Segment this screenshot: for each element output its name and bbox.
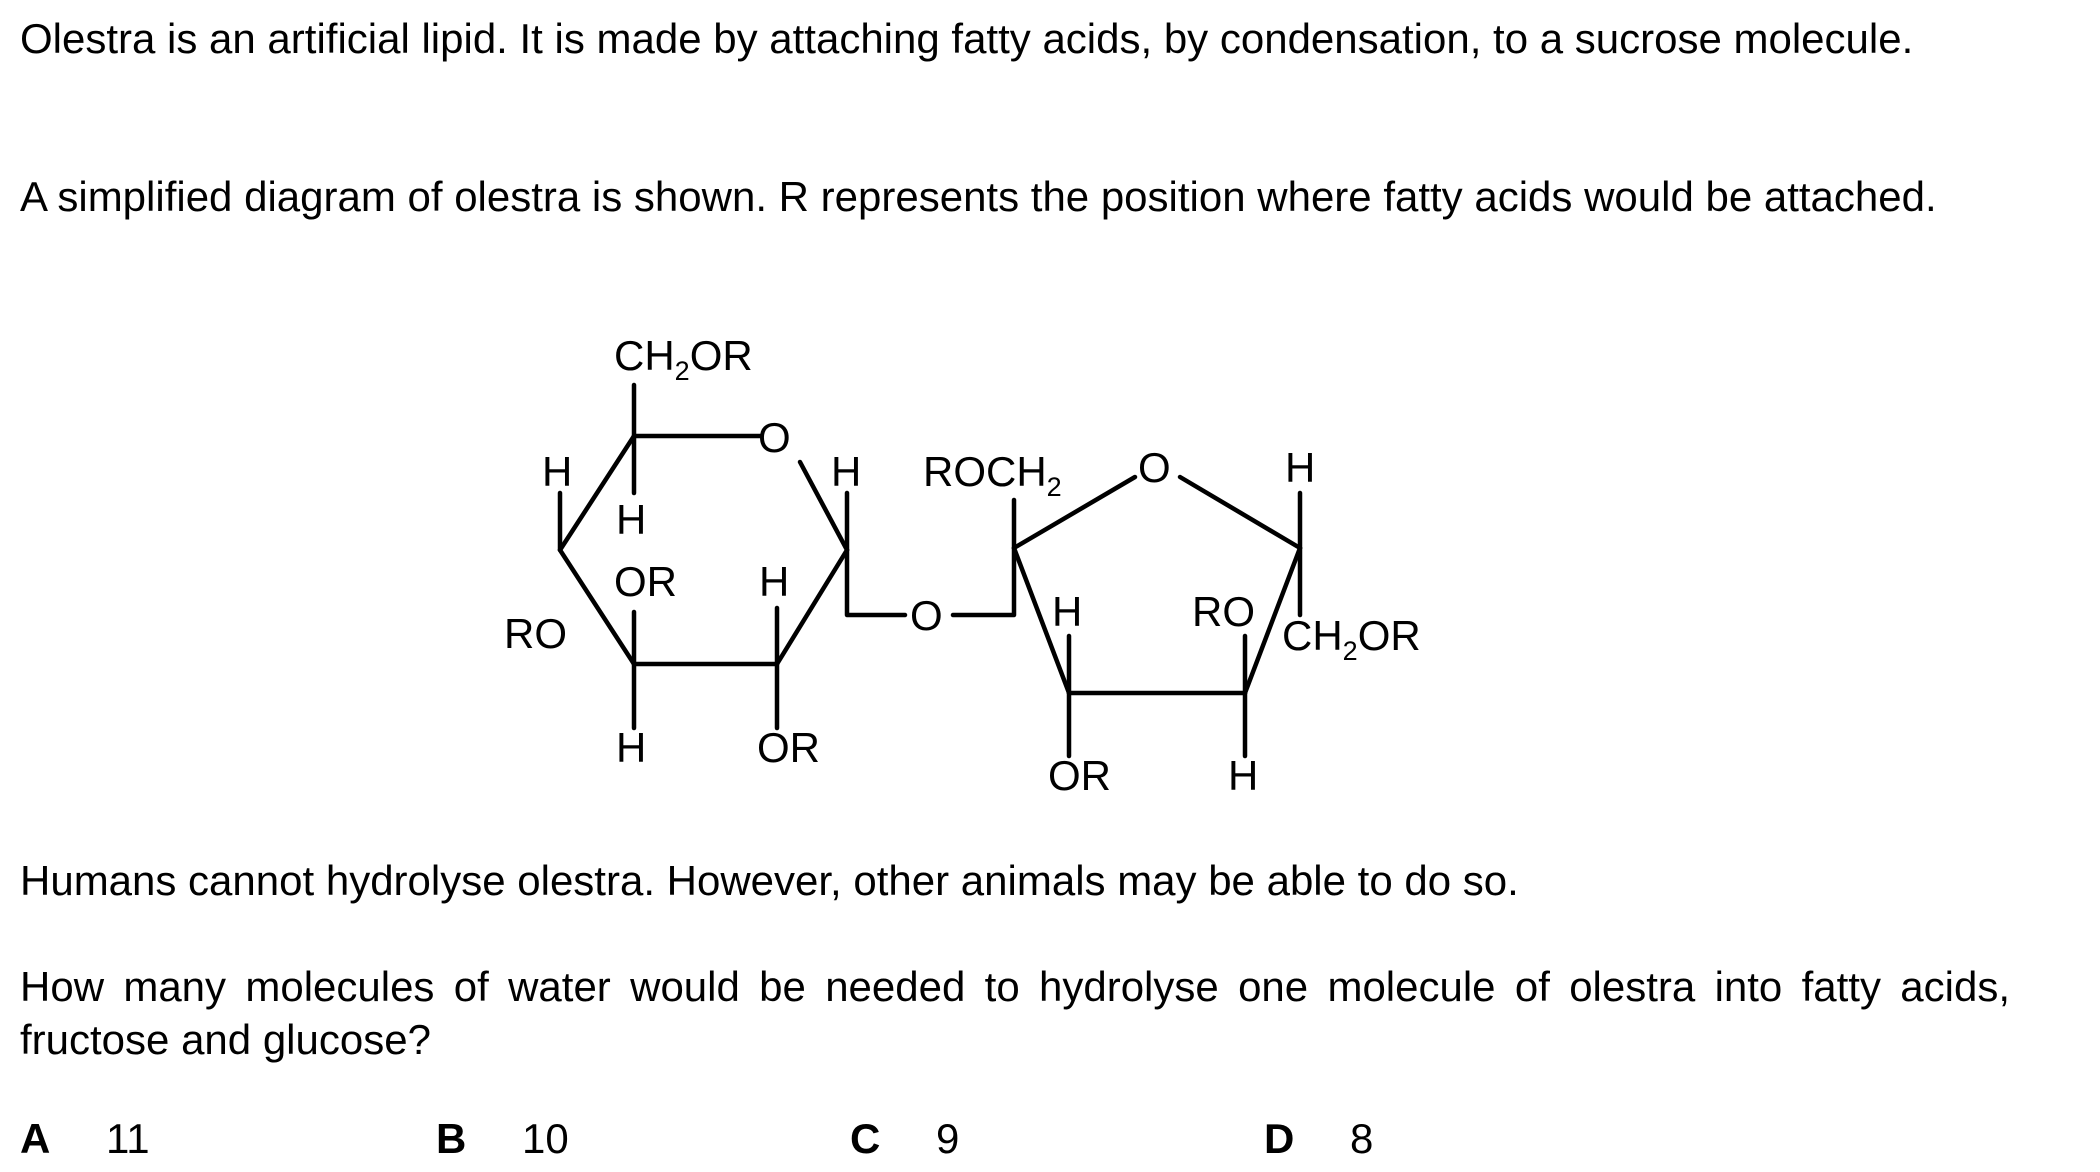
label-glucose-c3-or: OR (614, 558, 677, 605)
option-c-letter: C (850, 1115, 881, 1162)
label-fructose-roch2: $ROCH_2$ (923, 448, 1062, 502)
answer-options (20, 1114, 2020, 1170)
option-d-value: 8 (1350, 1115, 1374, 1162)
option-a-letter: A (20, 1115, 51, 1162)
label-fructose-c5-h: H (1285, 444, 1316, 491)
question-text: How many molecules of water would be needed to hydrolyse one molecule of olestra into fatty acids, fructose and glucose? (20, 963, 2010, 1063)
label-fructose-c3-h: H (1052, 588, 1083, 635)
bridge-bond-left (847, 550, 905, 615)
label-fructose-c3-or: OR (1048, 752, 1111, 799)
option-c-value: 9 (936, 1115, 960, 1162)
label-glucose-c4-h-left: H (542, 448, 573, 495)
label-glucose-c1-h: H (831, 448, 862, 495)
option-b-letter: B (436, 1115, 467, 1162)
option-a[interactable] (20, 1114, 150, 1164)
intro-paragraph-2: A simplified diagram of olestra is shown. R represents the position where fatty acids would be attached. (20, 173, 1937, 220)
glucose-ring (560, 385, 847, 728)
option-b-value: 10 (522, 1115, 569, 1162)
option-d-letter: D (1264, 1115, 1295, 1162)
label-bridge-oxygen: O (910, 592, 943, 639)
label-glucose-c3-h-bottom: H (616, 724, 647, 771)
label-glucose-ch2or: $CH_2OR$ (614, 332, 753, 386)
label-glucose-c2-h: H (759, 558, 790, 605)
label-glucose-c5-h-below: H (616, 496, 647, 543)
fructose-bond-o-c5 (1180, 477, 1300, 548)
option-a-value: 11 (106, 1115, 150, 1162)
intro-paragraph-1: Olestra is an artificial lipid. It is made by attaching fatty acids, by condensation, to a sucrose molecule. (20, 15, 1914, 62)
label-fructose-c4-ro: RO (1192, 588, 1255, 635)
label-fructose-c4-h: H (1228, 752, 1259, 799)
option-b[interactable] (436, 1114, 569, 1164)
bridge-bond-right (953, 548, 1014, 615)
option-c[interactable] (850, 1114, 959, 1164)
label-glucose-c4-ro: RO (504, 610, 567, 657)
label-glucose-c2-or: OR (757, 724, 820, 771)
option-d[interactable] (1264, 1114, 1373, 1164)
label-fructose-ring-oxygen: O (1138, 444, 1171, 491)
label-fructose-ch2or: $CH_2OR$ (1282, 612, 1421, 666)
label-glucose-ring-oxygen: O (758, 414, 791, 461)
question-context: Humans cannot hydrolyse olestra. However, other animals may be able to do so. (20, 857, 1519, 904)
